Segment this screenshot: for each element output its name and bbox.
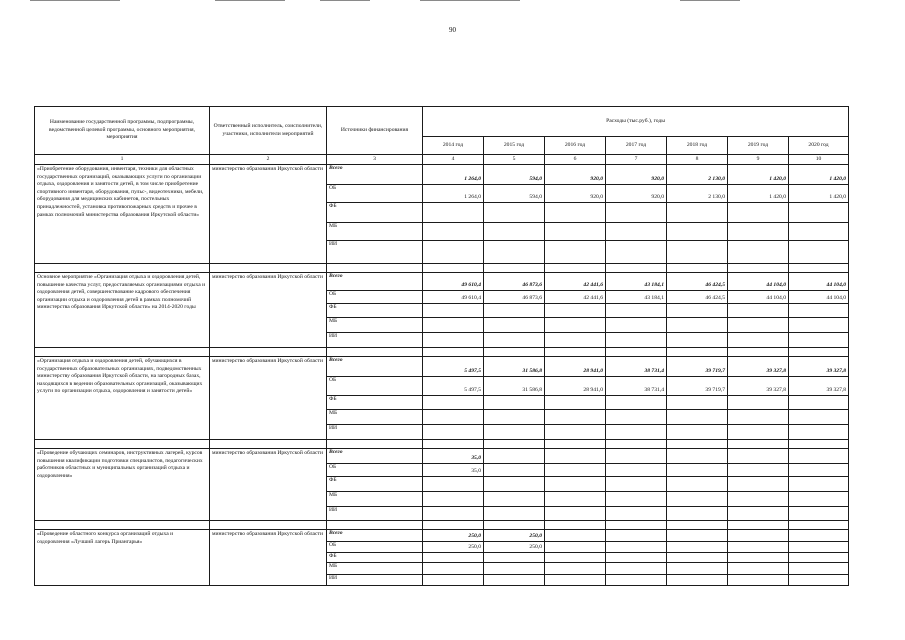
expense-value: 44 104,0 xyxy=(789,291,849,304)
expense-value: 49 610,4 xyxy=(423,291,484,304)
expense-value xyxy=(789,477,849,492)
expense-value xyxy=(606,241,667,264)
expense-value xyxy=(423,396,484,410)
expense-value xyxy=(484,563,545,575)
column-number: 7 xyxy=(606,155,667,165)
expense-value xyxy=(728,449,789,464)
expense-value xyxy=(728,492,789,507)
expense-value: 39 327,8 xyxy=(728,357,789,377)
funding-source: ОБ xyxy=(327,291,423,304)
expense-value: 42 441,6 xyxy=(545,291,606,304)
expense-value xyxy=(423,425,484,440)
expense-value xyxy=(423,553,484,563)
expense-value: 250,0 xyxy=(484,530,545,542)
expense-value xyxy=(484,507,545,521)
table-row xyxy=(35,165,849,185)
expense-value xyxy=(606,304,667,318)
funding-source: ОБ xyxy=(327,185,423,203)
expense-value xyxy=(545,492,606,507)
separator-cell xyxy=(545,264,606,273)
header-row xyxy=(35,107,849,137)
separator-cell xyxy=(35,348,210,357)
expense-value xyxy=(728,553,789,563)
expense-value xyxy=(545,425,606,440)
header-name: Наименование государственной программы, подпрограммы, ведомственной целевой программы, основного мероприятия, мероприятия xyxy=(35,107,210,155)
expense-value xyxy=(728,318,789,333)
separator-cell xyxy=(327,264,423,273)
expense-value xyxy=(789,304,849,318)
expense-value xyxy=(789,241,849,264)
expense-value xyxy=(667,304,728,318)
expense-value: 44 104,0 xyxy=(789,273,849,291)
expense-value: 250,0 xyxy=(423,542,484,553)
funding-source: Всего xyxy=(327,165,423,185)
expense-value: 43 184,1 xyxy=(606,273,667,291)
expense-value xyxy=(789,507,849,521)
expense-value: 250,0 xyxy=(423,530,484,542)
expense-value xyxy=(606,223,667,241)
expense-value: 44 104,0 xyxy=(728,291,789,304)
header-year: 2019 год xyxy=(728,137,789,155)
column-number-row xyxy=(35,155,849,165)
funding-source: ИИ xyxy=(327,333,423,348)
executor: министерство образования Иркутской области xyxy=(210,530,327,586)
funding-source: ИИ xyxy=(327,507,423,521)
funding-source: ИИ xyxy=(327,425,423,440)
expense-value: 594,0 xyxy=(484,165,545,185)
column-number: 8 xyxy=(667,155,728,165)
expense-value: 49 610,4 xyxy=(423,273,484,291)
separator-cell xyxy=(728,348,789,357)
expense-value xyxy=(545,530,606,542)
expense-value: 44 104,0 xyxy=(728,273,789,291)
expense-value xyxy=(728,396,789,410)
expense-value: 920,0 xyxy=(545,165,606,185)
scan-edge-mark xyxy=(215,0,285,1)
budget-table-body xyxy=(35,107,849,586)
expense-value xyxy=(545,575,606,586)
expense-value: 31 586,8 xyxy=(484,377,545,396)
activity-name: «Организация отдыха и оздоровления детей, обучающихся в государственных образовательных организациях, подведомственных министерству образования Иркутской области, на загородных базах, находящихся в ведении образовательных организаций, оказывающих услуги по организации отдыха, оздоровления и занятости детей» xyxy=(35,357,210,440)
scan-edge-mark xyxy=(30,0,120,1)
expense-value xyxy=(606,464,667,477)
separator-cell xyxy=(545,521,606,530)
executor: министерство образования Иркутской области xyxy=(210,165,327,264)
expense-value xyxy=(728,425,789,440)
funding-source: ФБ xyxy=(327,396,423,410)
expense-value: 1 420,0 xyxy=(728,165,789,185)
expense-value xyxy=(545,241,606,264)
expense-value xyxy=(606,530,667,542)
header-year: 2015 год xyxy=(484,137,545,155)
expense-value xyxy=(728,304,789,318)
expense-value: 42 441,6 xyxy=(545,273,606,291)
expense-value xyxy=(667,223,728,241)
expense-value: 35,0 xyxy=(423,449,484,464)
expense-value xyxy=(667,530,728,542)
expense-value xyxy=(789,410,849,425)
expense-value xyxy=(789,464,849,477)
expense-value: 38 731,4 xyxy=(606,357,667,377)
expense-value: 46 873,6 xyxy=(484,291,545,304)
column-number: 4 xyxy=(423,155,484,165)
funding-source: МБ xyxy=(327,492,423,507)
expense-value xyxy=(606,507,667,521)
table-row xyxy=(35,530,849,542)
expense-value xyxy=(423,477,484,492)
separator-cell xyxy=(484,440,545,449)
separator-cell xyxy=(210,348,327,357)
expense-value xyxy=(789,449,849,464)
expense-value xyxy=(728,477,789,492)
expense-value: 920,0 xyxy=(606,165,667,185)
scan-edge-mark xyxy=(420,0,520,1)
separator-cell xyxy=(606,264,667,273)
expense-value xyxy=(667,425,728,440)
expense-value xyxy=(545,464,606,477)
funding-source: МБ xyxy=(327,563,423,575)
expense-value xyxy=(728,575,789,586)
expense-value: 5 497,5 xyxy=(423,377,484,396)
expense-value xyxy=(789,396,849,410)
expense-value xyxy=(423,492,484,507)
separator-cell xyxy=(606,440,667,449)
table-row xyxy=(35,449,849,464)
expense-value xyxy=(728,542,789,553)
expense-value xyxy=(484,449,545,464)
separator-cell xyxy=(728,264,789,273)
expense-value xyxy=(545,507,606,521)
expense-value xyxy=(789,203,849,223)
separator-cell xyxy=(484,521,545,530)
expense-value xyxy=(667,492,728,507)
expense-value xyxy=(484,304,545,318)
expense-value xyxy=(606,396,667,410)
funding-source: ОБ xyxy=(327,542,423,553)
separator-cell xyxy=(789,348,849,357)
expense-value xyxy=(728,464,789,477)
expense-value xyxy=(545,449,606,464)
expense-value xyxy=(423,203,484,223)
expense-value xyxy=(728,530,789,542)
funding-source: Всего xyxy=(327,530,423,542)
expense-value xyxy=(545,477,606,492)
expense-value xyxy=(728,241,789,264)
column-number: 9 xyxy=(728,155,789,165)
expense-value: 39 327,8 xyxy=(789,357,849,377)
expense-value: 38 731,4 xyxy=(606,377,667,396)
expense-value xyxy=(484,575,545,586)
separator-cell xyxy=(484,348,545,357)
expense-value xyxy=(606,318,667,333)
expense-value: 1 264,0 xyxy=(423,165,484,185)
executor: министерство образования Иркутской области xyxy=(210,273,327,348)
expense-value: 5 497,5 xyxy=(423,357,484,377)
expense-value xyxy=(789,530,849,542)
expense-value: 46 424,5 xyxy=(667,291,728,304)
expense-value: 28 941,0 xyxy=(545,377,606,396)
expense-value xyxy=(423,410,484,425)
expense-value xyxy=(728,203,789,223)
header-year: 2018 год xyxy=(667,137,728,155)
expense-value xyxy=(667,507,728,521)
expense-value xyxy=(667,396,728,410)
expense-value xyxy=(606,203,667,223)
expense-value xyxy=(789,542,849,553)
separator-cell xyxy=(327,440,423,449)
executor: министерство образования Иркутской области xyxy=(210,449,327,521)
expense-value xyxy=(484,333,545,348)
expense-value xyxy=(606,575,667,586)
header-source: Источники финансирования xyxy=(327,107,423,155)
header-year: 2016 год xyxy=(545,137,606,155)
executor: министерство образования Иркутской области xyxy=(210,357,327,440)
column-number: 5 xyxy=(484,155,545,165)
expense-value xyxy=(484,425,545,440)
expense-value: 43 184,1 xyxy=(606,291,667,304)
expense-value xyxy=(484,492,545,507)
expense-value xyxy=(728,410,789,425)
separator-cell xyxy=(667,440,728,449)
separator-cell xyxy=(789,440,849,449)
expense-value xyxy=(423,507,484,521)
expense-value: 920,0 xyxy=(545,185,606,203)
expense-value xyxy=(423,575,484,586)
expense-value: 39 327,8 xyxy=(728,377,789,396)
expense-value xyxy=(423,241,484,264)
expense-value xyxy=(728,333,789,348)
expense-value xyxy=(667,318,728,333)
separator-cell xyxy=(667,348,728,357)
expense-value xyxy=(484,553,545,563)
expense-value xyxy=(728,563,789,575)
separator-cell xyxy=(35,440,210,449)
funding-source: Всего xyxy=(327,449,423,464)
expense-value: 1 420,0 xyxy=(789,185,849,203)
expense-value xyxy=(484,223,545,241)
expense-value: 2 130,0 xyxy=(667,165,728,185)
scan-edge-mark xyxy=(680,0,740,1)
expense-value xyxy=(667,203,728,223)
separator-cell xyxy=(35,521,210,530)
table-row xyxy=(35,273,849,291)
expense-value: 594,0 xyxy=(484,185,545,203)
separator-cell xyxy=(667,521,728,530)
expense-value xyxy=(789,223,849,241)
expense-value xyxy=(545,396,606,410)
expense-value xyxy=(545,333,606,348)
table-row xyxy=(35,357,849,377)
column-number: 10 xyxy=(789,155,849,165)
expense-value xyxy=(667,241,728,264)
expense-value xyxy=(545,318,606,333)
expense-value xyxy=(484,203,545,223)
activity-name: «Проведение обучающих семинаров, инструктивных лагерей, курсов повышения квалификации подготовки специалистов, педагогических работников областных и муниципальных организаций отдыха и оздоровления» xyxy=(35,449,210,521)
expense-value xyxy=(423,333,484,348)
expense-value xyxy=(606,477,667,492)
funding-source: ФБ xyxy=(327,477,423,492)
block-separator xyxy=(35,521,849,530)
expense-value xyxy=(423,223,484,241)
funding-source: МБ xyxy=(327,410,423,425)
separator-cell xyxy=(545,348,606,357)
expense-value xyxy=(423,563,484,575)
expense-value xyxy=(545,410,606,425)
expense-value xyxy=(484,241,545,264)
expense-value: 28 941,0 xyxy=(545,357,606,377)
expense-value xyxy=(606,492,667,507)
expense-value xyxy=(667,333,728,348)
activity-name: «Приобретение оборудования, инвентаря, техники для областных государственных организаций, оказывающих услуги по организации отдыха, оздоровления и занятости детей, в том числе приобретение спортивного инвентаря, оборудования, пульс-, видеотехники, мебели, оборудования для медицинских кабинетов, постельных принадлежностей, установка противопожарных средств и прочее в рамках полномочий министерства образования Иркутской области» xyxy=(35,165,210,264)
expense-value xyxy=(667,563,728,575)
expense-value xyxy=(545,542,606,553)
separator-cell xyxy=(789,264,849,273)
expense-value: 1 264,0 xyxy=(423,185,484,203)
funding-source: МБ xyxy=(327,318,423,333)
expense-value xyxy=(423,318,484,333)
expense-value: 1 420,0 xyxy=(728,185,789,203)
funding-source: ФБ xyxy=(327,304,423,318)
expense-value xyxy=(789,575,849,586)
budget-table xyxy=(34,106,849,586)
block-separator xyxy=(35,264,849,273)
expense-value: 31 586,8 xyxy=(484,357,545,377)
separator-cell xyxy=(35,264,210,273)
column-number: 6 xyxy=(545,155,606,165)
expense-value xyxy=(789,553,849,563)
block-separator xyxy=(35,348,849,357)
expense-value xyxy=(606,563,667,575)
column-number: 3 xyxy=(327,155,423,165)
expense-value xyxy=(545,223,606,241)
separator-cell xyxy=(606,521,667,530)
activity-name: Основное мероприятие «Организация отдыха и оздоровления детей, повышение качества услуг, предоставляемых организациями отдыха и оздоровления детей, совершенствование кадрового обеспечения организации отдыха и оздоровления детей в рамках полномочий министерства образования Иркутской области» на 2014-2020 годы xyxy=(35,273,210,348)
expense-value xyxy=(789,563,849,575)
expense-value: 46 873,6 xyxy=(484,273,545,291)
expense-value: 2 130,0 xyxy=(667,185,728,203)
expense-value xyxy=(667,410,728,425)
expense-value xyxy=(789,425,849,440)
expense-value xyxy=(484,318,545,333)
separator-cell xyxy=(210,264,327,273)
block-separator xyxy=(35,440,849,449)
expense-value: 920,0 xyxy=(606,185,667,203)
header-year: 2014 год xyxy=(423,137,484,155)
separator-cell xyxy=(423,440,484,449)
page-number: 90 xyxy=(449,26,456,34)
expense-value xyxy=(606,333,667,348)
separator-cell xyxy=(423,264,484,273)
expense-value xyxy=(606,542,667,553)
expense-value xyxy=(667,542,728,553)
separator-cell xyxy=(789,521,849,530)
header-expenses: Расходы (тыс.руб.), годы xyxy=(423,107,849,137)
expense-value xyxy=(667,449,728,464)
expense-value xyxy=(484,464,545,477)
expense-value xyxy=(484,477,545,492)
separator-cell xyxy=(423,348,484,357)
expense-value: 35,0 xyxy=(423,464,484,477)
funding-source: ФБ xyxy=(327,553,423,563)
header-year: 2020 год xyxy=(789,137,849,155)
funding-source: ОБ xyxy=(327,377,423,396)
expense-value: 39 719,7 xyxy=(667,377,728,396)
header-executor: Ответственный исполнитель, соисполнители, участники, исполнители мероприятий xyxy=(210,107,327,155)
funding-source: ИИ xyxy=(327,241,423,264)
separator-cell xyxy=(210,521,327,530)
expense-value xyxy=(728,507,789,521)
expense-value: 46 424,5 xyxy=(667,273,728,291)
expense-value xyxy=(667,464,728,477)
expense-value xyxy=(545,563,606,575)
expense-value xyxy=(667,553,728,563)
separator-cell xyxy=(667,264,728,273)
expense-value: 1 420,0 xyxy=(789,165,849,185)
funding-source: ИИ xyxy=(327,575,423,586)
expense-value xyxy=(423,304,484,318)
expense-value xyxy=(728,223,789,241)
expense-value: 250,0 xyxy=(484,542,545,553)
expense-value xyxy=(606,410,667,425)
funding-source: Всего xyxy=(327,273,423,291)
expense-value xyxy=(484,410,545,425)
expense-value xyxy=(667,477,728,492)
funding-source: Всего xyxy=(327,357,423,377)
expense-value xyxy=(545,203,606,223)
separator-cell xyxy=(327,521,423,530)
header-year: 2017 год xyxy=(606,137,667,155)
column-number: 2 xyxy=(210,155,327,165)
expense-value xyxy=(545,304,606,318)
expense-value xyxy=(789,318,849,333)
separator-cell xyxy=(606,348,667,357)
column-number: 1 xyxy=(35,155,210,165)
scan-edge-mark xyxy=(320,0,370,1)
funding-source: МБ xyxy=(327,223,423,241)
expense-value xyxy=(789,492,849,507)
separator-cell xyxy=(327,348,423,357)
expense-value xyxy=(545,553,606,563)
expense-value xyxy=(606,425,667,440)
separator-cell xyxy=(728,440,789,449)
separator-cell xyxy=(484,264,545,273)
separator-cell xyxy=(423,521,484,530)
separator-cell xyxy=(728,521,789,530)
expense-value xyxy=(606,553,667,563)
expense-value: 39 719,7 xyxy=(667,357,728,377)
expense-value xyxy=(484,396,545,410)
separator-cell xyxy=(210,440,327,449)
funding-source: ФБ xyxy=(327,203,423,223)
expense-value: 39 327,8 xyxy=(789,377,849,396)
expense-value xyxy=(789,333,849,348)
expense-value xyxy=(606,449,667,464)
expense-value xyxy=(667,575,728,586)
activity-name: «Проведение областного конкурса организаций отдыха и оздоровления «Лучший лагерь Приангарья» xyxy=(35,530,210,586)
funding-source: ОБ xyxy=(327,464,423,477)
separator-cell xyxy=(545,440,606,449)
